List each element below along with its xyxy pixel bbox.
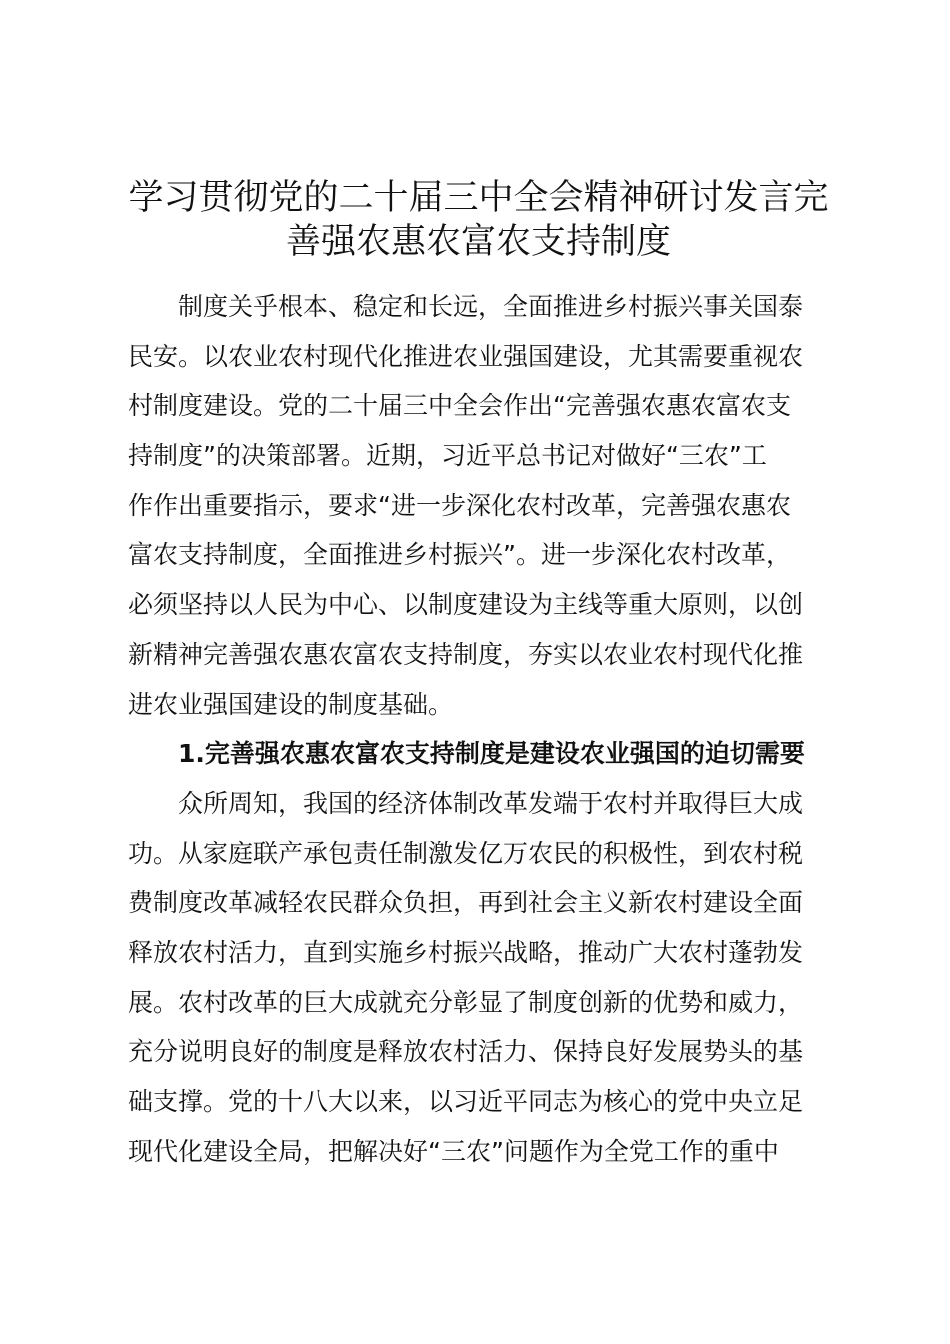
title-line: 学习贯彻党的二十届三中全会精神研讨发言完 bbox=[128, 178, 829, 218]
paragraph-line: 现代化建设全局，把解决好“三农”问题作为全党工作的重中 bbox=[128, 1136, 779, 1166]
paragraph-line: 作作出重要指示，要求“进一步深化农村改革，完善强农惠农 bbox=[128, 490, 791, 520]
paragraph-line: 众所周知，我国的经济体制改革发端于农村并取得巨大成 bbox=[178, 788, 804, 818]
section-heading: 1.完善强农惠农富农支持制度是建设农业强国的迫切需要 bbox=[178, 739, 805, 769]
title-line: 善强农惠农富农支持制度 bbox=[285, 222, 671, 262]
paragraph-line: 释放农村活力，直到实施乡村振兴战略，推动广大农村蓬勃发 bbox=[128, 937, 804, 967]
document-body bbox=[128, 282, 833, 1176]
paragraph-line: 制度关乎根本、稳定和长远，全面推进乡村振兴事关国泰 bbox=[178, 292, 804, 321]
document-title bbox=[126, 176, 831, 264]
paragraph-line: 费制度改革减轻农民群众负担，再到社会主义新农村建设全面 bbox=[128, 888, 804, 918]
paragraph-line: 必须坚持以人民为中心、以制度建设为主线等重大原则，以创 bbox=[128, 590, 804, 620]
paragraph-line: 持制度”的决策部署。近期，习近平总书记对做好“三农”工 bbox=[128, 441, 767, 471]
paragraph-line: 进农业强国建设的制度基础。 bbox=[128, 689, 454, 719]
paragraph-line: 民安。以农业农村现代化推进农业强国建设，尤其需要重视农 bbox=[128, 341, 804, 371]
paragraph-intro bbox=[128, 282, 833, 729]
paragraph-line: 充分说明良好的制度是释放农村活力、保持良好发展势头的基 bbox=[128, 1037, 804, 1067]
paragraph-line: 村制度建设。党的二十届三中全会作出“完善强农惠农富农支 bbox=[128, 391, 791, 421]
paragraph-line: 功。从家庭联产承包责任制激发亿万农民的积极性，到农村税 bbox=[128, 838, 804, 868]
paragraph-line: 富农支持制度，全面推进乡村振兴”。进一步深化农村改革， bbox=[128, 540, 791, 570]
paragraph-section1 bbox=[128, 779, 833, 1177]
paragraph-line: 展。农村改革的巨大成就充分彰显了制度创新的优势和威力， bbox=[128, 987, 804, 1017]
paragraph-line: 础支撑。党的十八大以来，以习近平同志为核心的党中央立足 bbox=[128, 1087, 804, 1116]
paragraph-line: 新精神完善强农惠农富农支持制度，夯实以农业农村现代化推 bbox=[128, 639, 804, 669]
